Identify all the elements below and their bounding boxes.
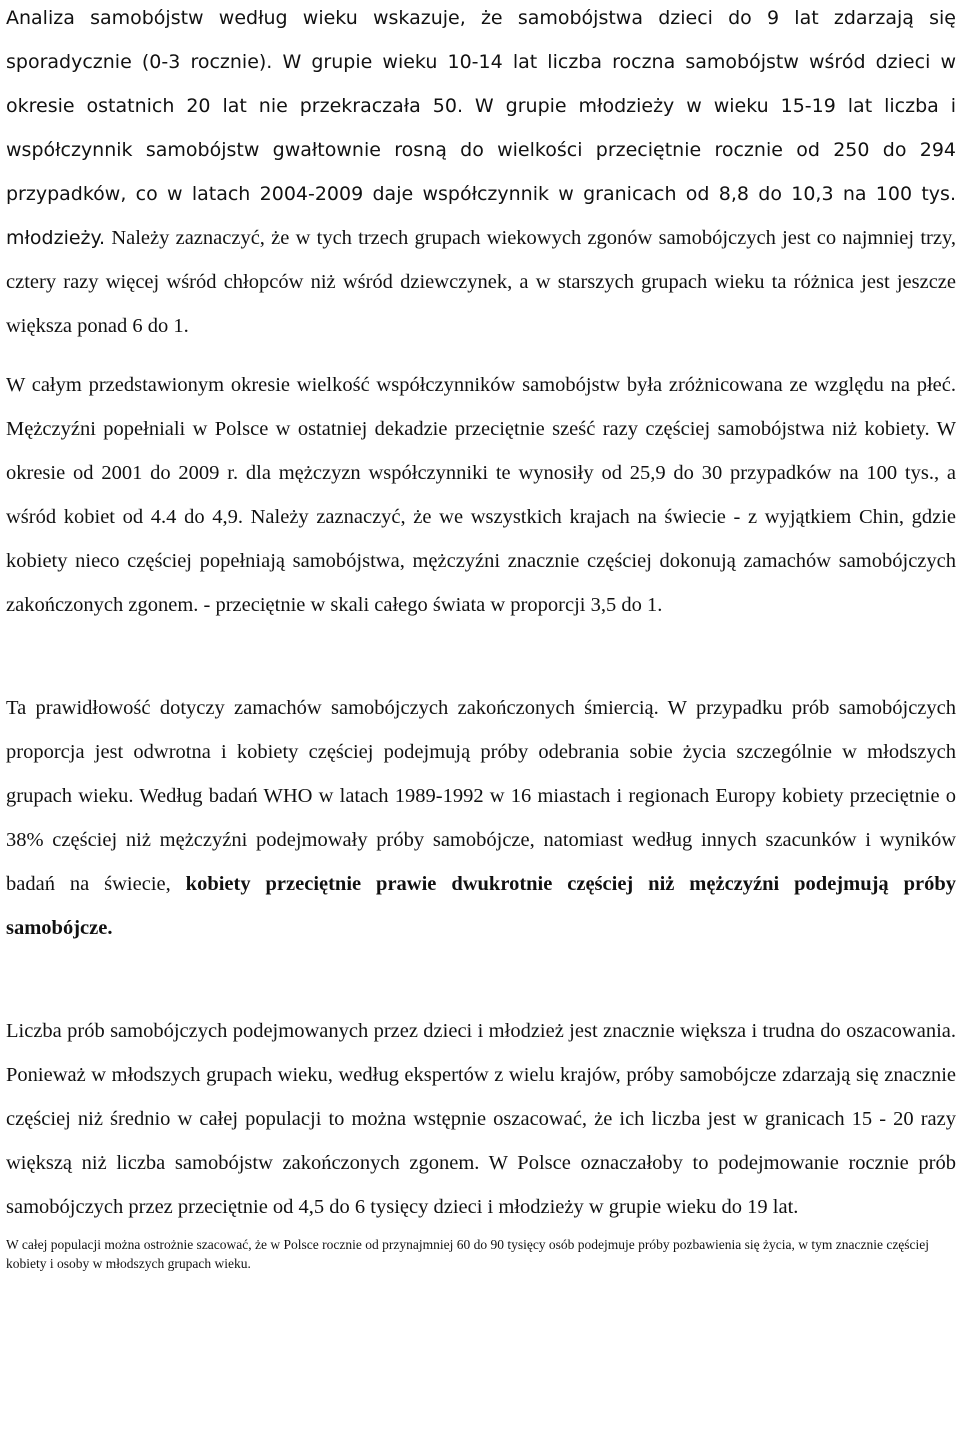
paragraph-attempts-text: Ta prawidłowość dotyczy zamachów samobójczych zakończonych śmiercią. W przypadku prób samobójczych proporcja jest odwrotna i kobiety częściej podejmują próby odebrania sobie życia szczególnie w młodszych grupach wieku. Według badań WHO w latach 1989-1992 w 16 miastach i regionach Europy kobiety przeciętnie o 38% częściej niż mężczyźni podejmowały próby samobójcze, natomiast według innych szacunków i wyników badań na świecie, bbox=[6, 697, 956, 895]
paragraph-suicide-by-age bbox=[6, 0, 956, 348]
paragraph-gender-differences: W całym przedstawionym okresie wielkość współczynników samobójstw była zróżnicowana ze względu na płeć. Mężczyźni popełniali w Polsce w ostatniej dekadzie przeciętnie sześć razy częściej samobójstwa niż kobiety. W okresie od 2001 do 2009 r. dla mężczyzn współczynniki te wynosiły od 25,9 do 30 przypadków na 100 tys., a wśród kobiet od 4.4 do 4,9. Należy zaznaczyć, że we wszystkich krajach na świecie - z wyjątkiem Chin, gdzie kobiety nieco częściej popełniają samobójstwa, mężczyźni znacznie częściej dokonują zamachów samobójczych zakończonych zgonem. - przeciętnie w skali całego świata w proporcji 3,5 do 1. bbox=[6, 374, 956, 616]
paragraph-age-analysis-text: Analiza samobójstw według wieku wskazuje, że samobójstwa dzieci do 9 lat zdarzają się sporadycznie (0-3 rocznie). W grupie wieku 10-14 lat liczba roczna samobójstw wśród dzieci w okresie ostatnich 20 lat nie przekraczała 50. W grupie młodzieży w wieku 15-19 lat liczba i współczynnik samobójstw gwałtownie rosną do wielkości przeciętnie rocznie od 250 do 294 przypadków, co w latach 2004-2009 daje współczynnik w granicach od 8,8 do 10,3 na 100 tys. młodzieży. bbox=[6, 7, 956, 249]
paragraph-attempts-bold-conclusion: kobiety przeciętnie prawie dwukrotnie częściej niż mężczyźni podejmują próby samobójcze. bbox=[6, 873, 956, 939]
paragraph-youth-attempts: Liczba prób samobójczych podejmowanych przez dzieci i młodzież jest znacznie większa i trudna do oszacowania. Ponieważ w młodszych grupach wieku, według ekspertów z wielu krajów, próby samobójcze zdarzają się znacznie częściej niż średnio w całej populacji to można wstępnie oszacować, że ich liczba jest w granicach 15 - 20 razy większą niż liczba samobójstw zakończonych zgonem. W Polsce oznaczałoby to podejmowanie rocznie prób samobójczych przez przeciętnie od 4,5 do 6 tysięcy dzieci i młodzieży w grupie wieku do 19 lat. bbox=[6, 1020, 956, 1218]
paragraph-suicide-attempts bbox=[6, 686, 956, 950]
paragraph-age-gender-note: Należy zaznaczyć, że w tych trzech grupach wiekowych zgonów samobójczych jest co najmniej trzy, cztery razy więcej wśród chłopców niż wśród dziewczynek, a w starszych grupach wieku ta różnica jest jeszcze większa ponad 6 do 1. bbox=[6, 227, 956, 337]
footnote: W całej populacji można ostrożnie szacować, że w Polsce rocznie od przynajmniej 60 do 90 tysięcy osób podejmuje próby pozbawienia się życia, w tym znacznie częściej kobiety i osoby w młodszych grupach wieku. bbox=[6, 1237, 930, 1271]
document-page bbox=[6, 0, 956, 1273]
